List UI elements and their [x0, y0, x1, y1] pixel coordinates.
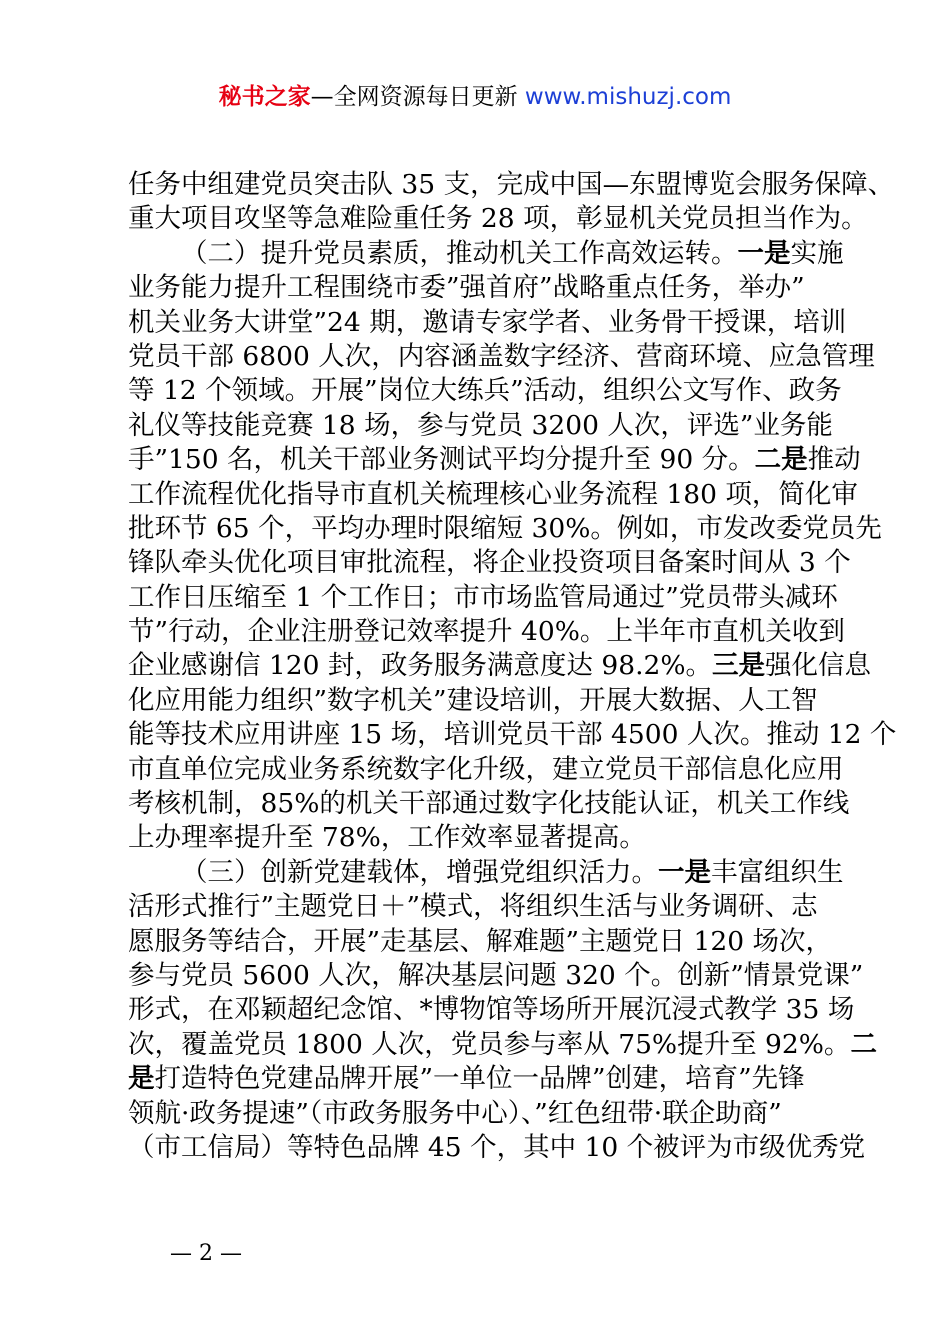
text-line: [128, 443, 861, 477]
text-line: [128, 168, 895, 202]
text-segment: 愿服务等结合，开展”走基层、解难题”主题党日 120 场次，: [128, 925, 833, 957]
text-segment: 丰富组织生: [711, 856, 844, 888]
text-segment: 锋队牵头优化项目审批流程，将企业投资项目备案时间从 3 个: [128, 547, 851, 579]
text-line: [128, 649, 872, 683]
text-segment: 工作日压缩至 1 个工作日；市市场监管局通过”党员带头减环: [128, 581, 838, 613]
text-segment: 推动: [807, 444, 861, 476]
site-slogan: —全网资源每日更新: [310, 84, 525, 110]
text-line: [128, 959, 864, 993]
site-header: [0, 82, 950, 112]
text-segment: 业务能力提升工程围绕市委”强首府”战略重点任务，举办”: [128, 272, 805, 304]
bold-marker: 是: [128, 1063, 155, 1095]
text-line: [128, 925, 833, 959]
text-segment: 企业感谢信 120 封，政务服务满意度达 98.2%。: [128, 650, 713, 682]
text-segment: 手”150 名，机关干部业务测试平均分提升至 90 分。: [128, 444, 755, 476]
text-line: [128, 1131, 866, 1165]
text-segment: 考核机制，85%的机关干部通过数字化技能认证，机关工作线: [128, 788, 850, 820]
bold-marker: 一是: [737, 237, 791, 269]
text-line: [128, 1062, 833, 1096]
text-segment: （市工信局）等特色品牌 45 个，其中 10 个被评为市级优秀党: [128, 1131, 866, 1163]
text-segment: 活形式推行”主题党日＋”模式，将组织生活与业务调研、志: [128, 891, 818, 923]
bold-marker: 二: [850, 1028, 877, 1060]
text-segment: 礼仪等技能竞赛 18 场，参与党员 3200 人次，评选”业务能: [128, 409, 833, 441]
text-line: [128, 340, 875, 374]
text-segment: 强化信息: [765, 650, 872, 682]
text-segment: 市直单位完成业务系统数字化升级，建立党员干部信息化应用: [128, 753, 844, 785]
text-line: [128, 684, 833, 718]
text-line: [128, 753, 844, 787]
text-segment: 形式，在邓颖超纪念馆、*博物馆等场所开展沉浸式教学 35 场: [128, 994, 855, 1026]
text-segment: （二）提升党员素质，推动机关工作高效运转。: [181, 237, 738, 269]
text-segment: 等 12 个领域。开展”岗位大练兵”活动，组织公文写作、政务: [128, 375, 842, 407]
document-body: [128, 168, 897, 1165]
text-line: [128, 512, 882, 546]
text-line: [128, 718, 897, 752]
text-line: [128, 478, 858, 512]
text-line: [128, 271, 833, 305]
text-segment: 上办理率提升至 78%，工作效率显著提高。: [128, 822, 646, 854]
text-segment: 实施: [790, 237, 844, 269]
text-line: [128, 1097, 833, 1131]
text-line: [128, 1028, 877, 1062]
text-segment: 能等技术应用讲座 15 场，培训党员干部 4500 人次。推动 12 个: [128, 719, 897, 751]
text-line: [128, 890, 833, 924]
text-segment: 党员干部 6800 人次，内容涵盖数字经济、营商环境、应急管理: [128, 340, 875, 372]
text-segment: 化应用能力组织”数字机关”建设培训，开展大数据、人工智: [128, 684, 818, 716]
text-line: [128, 237, 844, 271]
text-line: [128, 546, 851, 580]
bold-marker: 三是: [712, 650, 766, 682]
text-line: [128, 615, 845, 649]
text-segment: 次，覆盖党员 1800 人次，党员参与率从 75%提升至 92%。: [128, 1028, 851, 1060]
text-segment: 机关业务大讲堂”24 期，邀请专家学者、业务骨干授课，培训: [128, 306, 847, 338]
text-segment: 参与党员 5600 人次，解决基层问题 320 个。创新”情景党课”: [128, 959, 864, 991]
text-line: [128, 787, 850, 821]
text-segment: 工作流程优化指导市直机关梳理核心业务流程 180 项，简化审: [128, 478, 858, 510]
page-number: — 2 —: [170, 1241, 242, 1266]
text-line: [128, 374, 842, 408]
text-line: [128, 993, 855, 1027]
text-segment: 批环节 65 个，平均办理时限缩短 30%。例如，市发改委党员先: [128, 512, 882, 544]
text-segment: 节”行动，企业注册登记效率提升 40%。上半年市直机关收到: [128, 616, 845, 648]
text-line: [128, 409, 833, 443]
text-segment: （三）创新党建载体，增强党组织活力。: [181, 856, 658, 888]
site-url-link[interactable]: www.mishuzj.com: [524, 84, 732, 110]
bold-marker: 二是: [754, 444, 808, 476]
text-line: [128, 821, 833, 855]
text-line: [128, 856, 844, 890]
text-segment: 重大项目攻坚等急难险重任务 28 项，彰显机关党员担当作为。: [128, 203, 868, 235]
text-line: [128, 202, 868, 236]
text-segment: 任务中组建党员突击队 35 支，完成中国—东盟博览会服务保障、: [128, 169, 895, 200]
text-segment: 打造特色党建品牌开展”一单位一品牌”创建，培育”先锋: [154, 1063, 805, 1095]
text-line: [128, 306, 847, 340]
site-brand: 秘书之家: [218, 84, 311, 110]
text-segment: 领航·政务提速”（市政务服务中心）、”红色纽带·联企助商”: [128, 1097, 782, 1129]
bold-marker: 一是: [658, 856, 711, 888]
text-line: [128, 581, 838, 615]
